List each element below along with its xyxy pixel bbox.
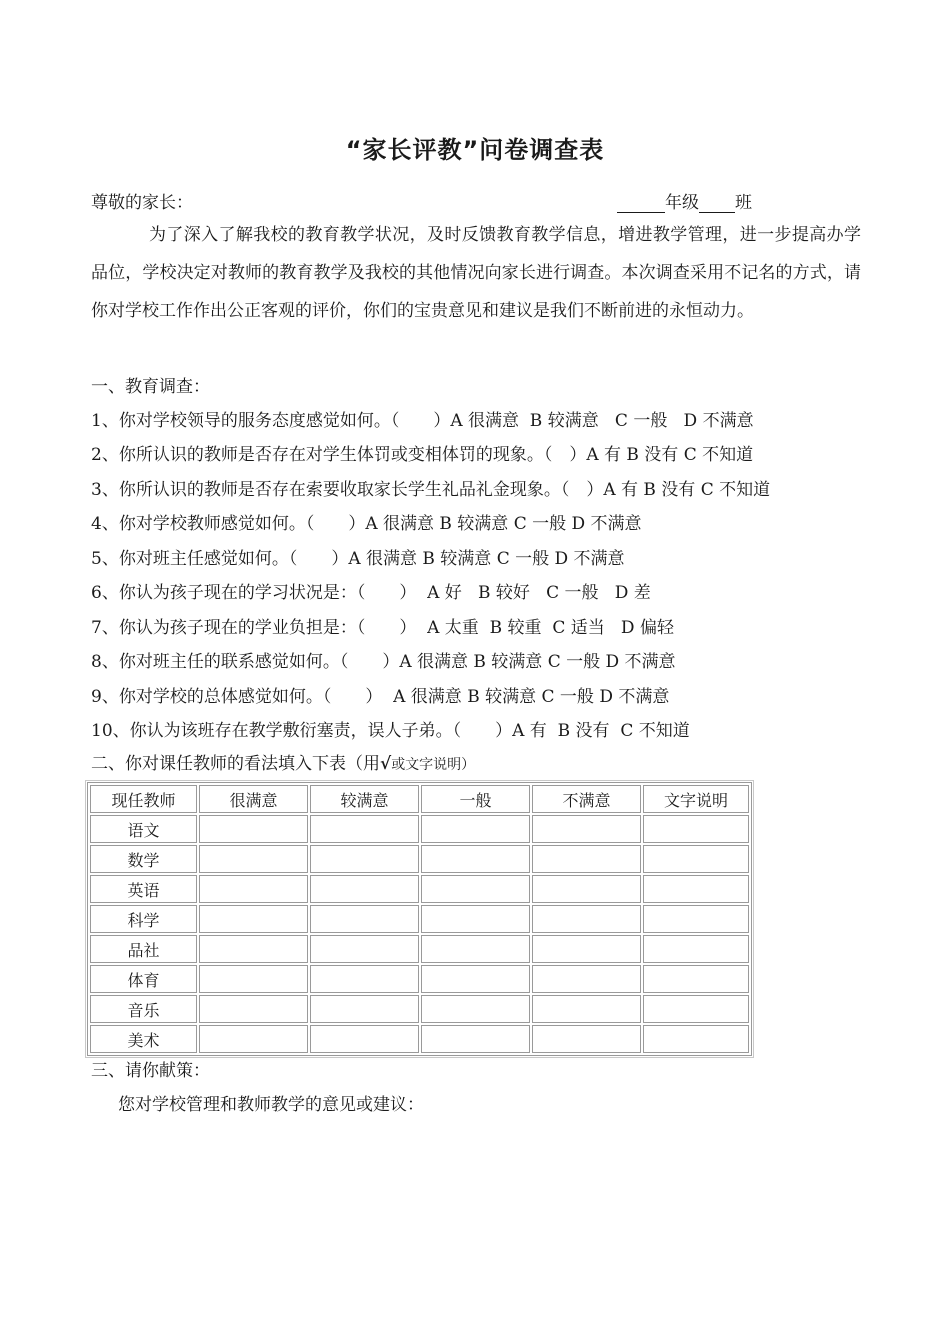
question-item: 5、你对班主任感觉如何。（ ）A 很满意 B 较满意 C 一般 D 不满意 xyxy=(91,549,625,569)
subject-cell: 美术 xyxy=(90,1025,197,1053)
rating-cell[interactable] xyxy=(532,905,641,933)
section2-text: 二、你对课任教师的看法填入下表（用 xyxy=(91,754,380,774)
table-header-cell: 不满意 xyxy=(532,785,641,813)
comment-cell[interactable] xyxy=(643,965,749,993)
table-header-cell: 很满意 xyxy=(199,785,308,813)
table-header-cell: 现任教师 xyxy=(90,785,197,813)
rating-cell[interactable] xyxy=(421,815,530,843)
rating-cell[interactable] xyxy=(199,815,308,843)
section2-note: 或文字说明） xyxy=(391,757,476,773)
rating-cell[interactable] xyxy=(532,995,641,1023)
advice-prompt: 您对学校管理和教师教学的意见或建议： xyxy=(118,1095,424,1115)
rating-cell[interactable] xyxy=(421,1025,530,1053)
table-header-cell: 较满意 xyxy=(310,785,419,813)
table-row xyxy=(90,905,749,933)
comment-cell[interactable] xyxy=(643,875,749,903)
rating-cell[interactable] xyxy=(532,1025,641,1053)
rating-cell[interactable] xyxy=(421,845,530,873)
question-item: 4、你对学校教师感觉如何。（ ）A 很满意 B 较满意 C 一般 D 不满意 xyxy=(91,514,642,534)
rating-cell[interactable] xyxy=(310,935,419,963)
rating-cell[interactable] xyxy=(310,815,419,843)
grade-blank[interactable] xyxy=(617,195,665,213)
question-item: 2、你所认识的教师是否存在对学生体罚或变相体罚的现象。（ ）A 有 B 没有 C 不知道 xyxy=(91,445,754,465)
question-item: 10、你认为该班存在教学敷衍塞责，误人子弟。（ ）A 有 B 没有 C 不知道 xyxy=(91,721,690,741)
comment-cell[interactable] xyxy=(643,935,749,963)
question-item: 1、你对学校领导的服务态度感觉如何。（ ）A 很满意 B 较满意 C 一般 D 不满意 xyxy=(91,411,754,431)
rating-cell[interactable] xyxy=(310,875,419,903)
rating-cell[interactable] xyxy=(199,905,308,933)
table-row xyxy=(90,995,749,1023)
question-item: 3、你所认识的教师是否存在索要收取家长学生礼品礼金现象。（ ）A 有 B 没有 C 不知道 xyxy=(91,480,771,500)
question-item: 6、你认为孩子现在的学习状况是：（ ） A 好 B 较好 C 一般 D 差 xyxy=(91,583,651,603)
check-mark-icon: √ xyxy=(380,754,392,774)
table-header-cell: 一般 xyxy=(421,785,530,813)
comment-cell[interactable] xyxy=(643,995,749,1023)
rating-cell[interactable] xyxy=(421,995,530,1023)
greeting: 尊敬的家长： xyxy=(91,193,193,213)
rating-cell[interactable] xyxy=(199,935,308,963)
table-header-cell: 文字说明 xyxy=(643,785,749,813)
rating-cell[interactable] xyxy=(532,935,641,963)
section-heading-advice: 三、请你献策： xyxy=(91,1061,210,1081)
rating-cell[interactable] xyxy=(310,995,419,1023)
subject-cell: 数学 xyxy=(90,845,197,873)
rating-cell[interactable] xyxy=(310,905,419,933)
rating-cell[interactable] xyxy=(421,875,530,903)
table-row xyxy=(90,965,749,993)
intro-paragraph: 为了深入了解我校的教育教学状况，及时反馈教育教学信息，增进教学管理，进一步提高办学品位，学校决定对教师的教育教学及我校的其他情况向家长进行调查。本次调查采用不记名的方式，请你对学校工作作出公正客观的评价，你们的宝贵意见和建议是我们不断前进的永恒动力。 xyxy=(91,225,861,321)
table-row xyxy=(90,875,749,903)
class-blank[interactable] xyxy=(699,195,735,213)
class-label: 班 xyxy=(735,193,752,213)
rating-cell[interactable] xyxy=(310,965,419,993)
comment-cell[interactable] xyxy=(643,1025,749,1053)
table-row xyxy=(90,815,749,843)
table-header-row xyxy=(90,785,749,813)
subject-cell: 英语 xyxy=(90,875,197,903)
rating-cell[interactable] xyxy=(421,965,530,993)
section-heading-education: 一、教育调查： xyxy=(91,377,210,397)
subject-cell: 体育 xyxy=(90,965,197,993)
section-heading-teachers xyxy=(91,749,475,774)
teacher-rating-table xyxy=(87,782,752,1056)
rating-cell[interactable] xyxy=(421,905,530,933)
rating-cell[interactable] xyxy=(532,875,641,903)
rating-cell[interactable] xyxy=(532,815,641,843)
rating-cell[interactable] xyxy=(199,965,308,993)
question-item: 9、你对学校的总体感觉如何。（ ） A 很满意 B 较满意 C 一般 D 不满意 xyxy=(91,687,670,707)
comment-cell[interactable] xyxy=(643,845,749,873)
rating-cell[interactable] xyxy=(199,845,308,873)
grade-label: 年级 xyxy=(665,193,699,213)
subject-cell: 音乐 xyxy=(90,995,197,1023)
rating-cell[interactable] xyxy=(199,875,308,903)
rating-cell[interactable] xyxy=(532,965,641,993)
rating-cell[interactable] xyxy=(421,935,530,963)
comment-cell[interactable] xyxy=(643,905,749,933)
rating-cell[interactable] xyxy=(310,845,419,873)
question-item: 7、你认为孩子现在的学业负担是：（ ） A 太重 B 较重 C 适当 D 偏轻 xyxy=(91,618,674,638)
comment-cell[interactable] xyxy=(643,815,749,843)
rating-cell[interactable] xyxy=(310,1025,419,1053)
page-title: “家长评教”问卷调查表 xyxy=(345,136,605,164)
table-row xyxy=(90,935,749,963)
subject-cell: 科学 xyxy=(90,905,197,933)
subject-cell: 语文 xyxy=(90,815,197,843)
question-item: 8、你对班主任的联系感觉如何。（ ）A 很满意 B 较满意 C 一般 D 不满意 xyxy=(91,652,676,672)
rating-cell[interactable] xyxy=(532,845,641,873)
rating-cell[interactable] xyxy=(199,1025,308,1053)
table-row xyxy=(90,845,749,873)
table-row xyxy=(90,1025,749,1053)
subject-cell: 品社 xyxy=(90,935,197,963)
grade-class-field xyxy=(617,188,752,213)
rating-cell[interactable] xyxy=(199,995,308,1023)
